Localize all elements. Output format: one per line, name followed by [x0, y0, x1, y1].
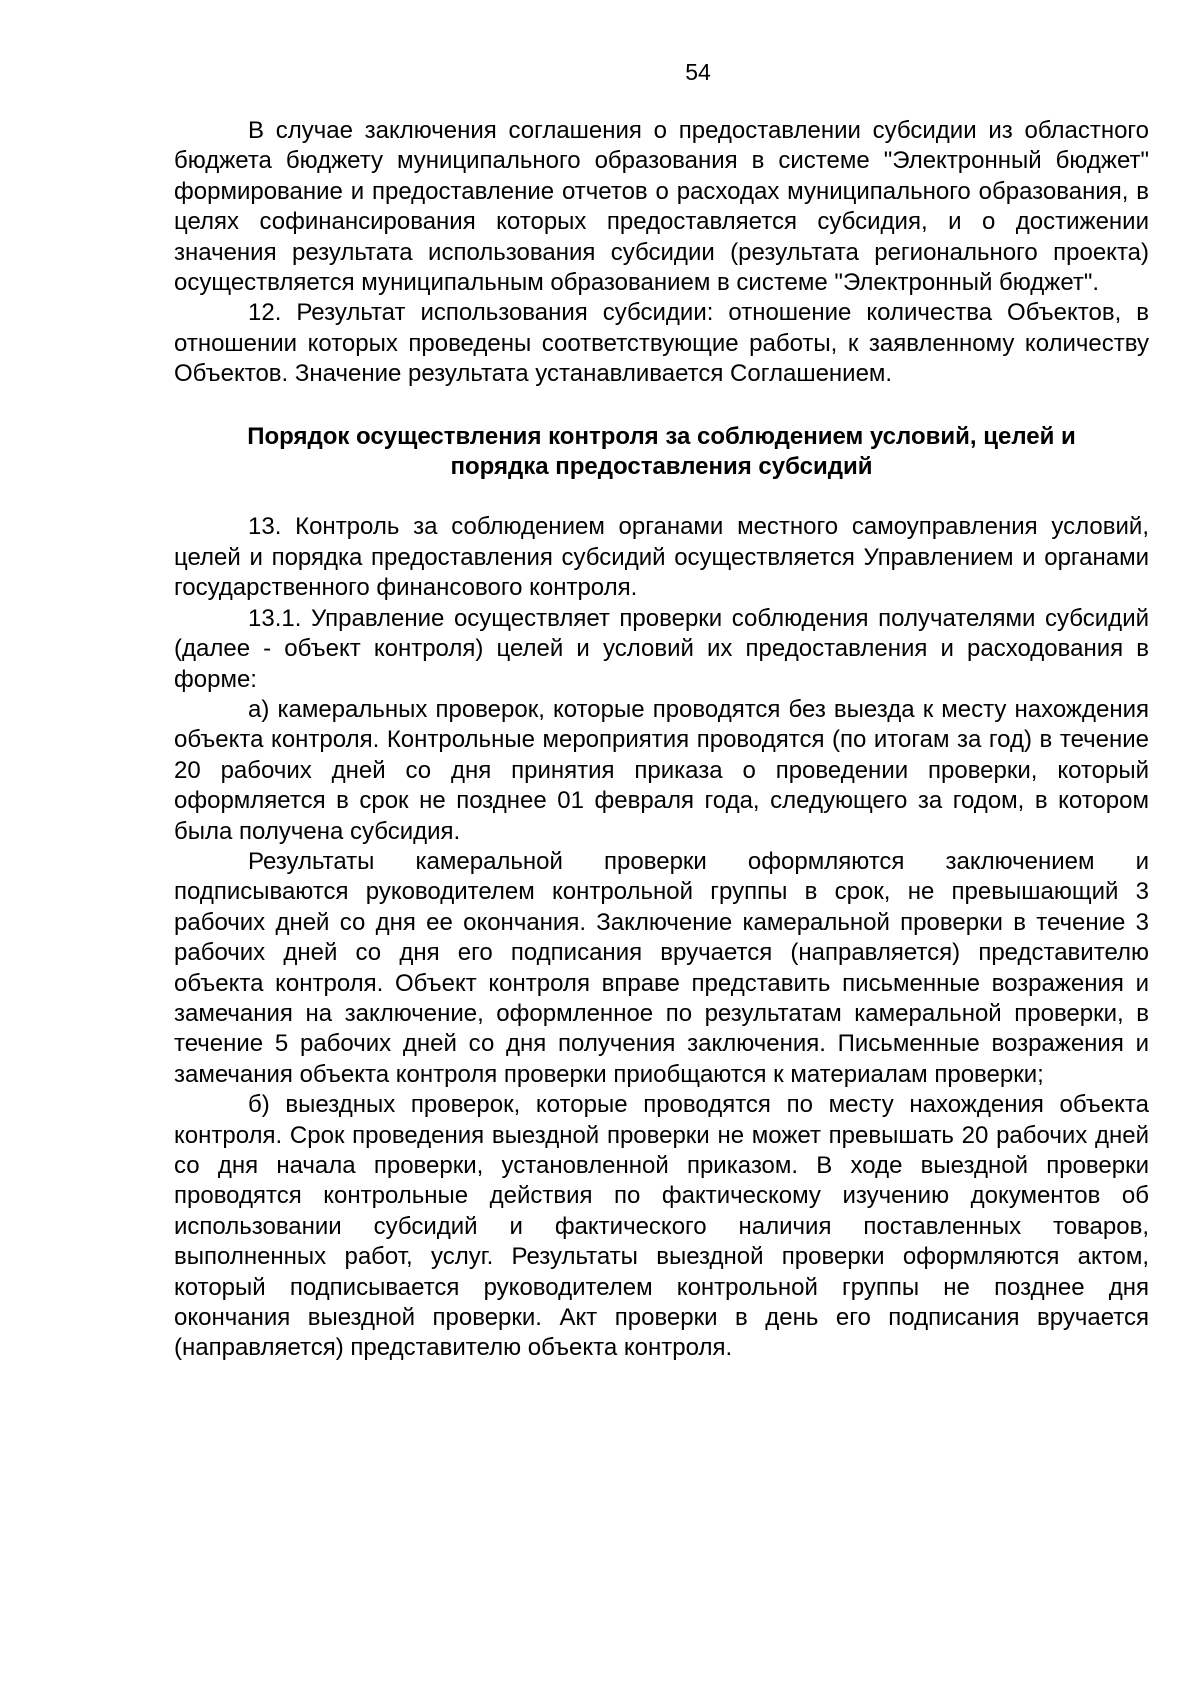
paragraph-electronic-budget-reporting: В случае заключения соглашения о предоставлении субсидии из областного бюджета бюджету муниципального образования в системе "Электронный бюджет" формирование и предоставление отчетов о расходах муниципального образования, в целях софинансирования которых предоставляется субсидия, и о достижении значения результата использования субсидии (результата регионального проекта) осуществляется муниципальным образованием в системе "Электронный бюджет".: [174, 117, 1149, 297]
paragraph-13-1-checks: 13.1. Управление осуществляет проверки соблюдения получателями субсидий (далее - объект контроля) целей и условий их предоставления и расходования в форме:: [174, 604, 1149, 693]
paragraph-a-desk-checks: а) камеральных проверок, которые проводятся без выезда к месту нахождения объекта контроля. Контрольные мероприятия проводятся (по итогам за год) в течение 20 рабочих дней со дня принятия приказа о проведении проверки, который оформляется в срок не позднее 01 февраля года, следующего за годом, в котором была получена субсидия.: [174, 695, 1149, 845]
paragraph-12-subsidy-result: 12. Результат использования субсидии: отношение количества Объектов, в отношении которых проведены соответствующие работы, к заявленному количеству Объектов. Значение результата устанавливается Соглашением.: [174, 299, 1149, 388]
section-heading-line-2: порядка предоставления субсидий: [450, 453, 873, 481]
paragraph-13-control: 13. Контроль за соблюдением органами местного самоуправления условий, целей и порядка предоставления субсидий осуществляется Управлением и органами государственного финансового контроля.: [174, 513, 1149, 602]
section-heading: [174, 422, 1149, 483]
document-body: [174, 116, 1149, 1364]
paragraph-desk-check-results: Результаты камеральной проверки оформляются заключением и подписываются руководителем контрольной группы в срок, не превышающий 3 рабочих дней со дня ее окончания. Заключение камеральной проверки в течение 3 рабочих дней со дня его подписания вручается (направляется) представителю объекта контроля. Объект контроля вправе представить письменные возражения и замечания на заключение, оформленное по результатам камеральной проверки, в течение 5 рабочих дней со дня получения заключения. Письменные возражения и замечания объекта контроля проверки приобщаются к материалам проверки;: [174, 847, 1149, 1088]
paragraph-b-field-checks: б) выездных проверок, которые проводятся по месту нахождения объекта контроля. Срок проведения выездной проверки не может превышать 20 рабочих дней со дня начала проверки, установленной приказом. В ходе выездной проверки проводятся контрольные действия по фактическому изучению документов об использовании субсидий и фактического наличия поставленных товаров, выполненных работ, услуг. Результаты выездной проверки оформляются актом, который подписывается руководителем контрольной группы не позднее дня окончания выездной проверки. Акт проверки в день его подписания вручается (направляется) представителю объекта контроля.: [174, 1091, 1149, 1362]
section-heading-line-1: Порядок осуществления контроля за соблюдением условий, целей и: [247, 422, 1076, 450]
page-number: 54: [685, 59, 711, 85]
